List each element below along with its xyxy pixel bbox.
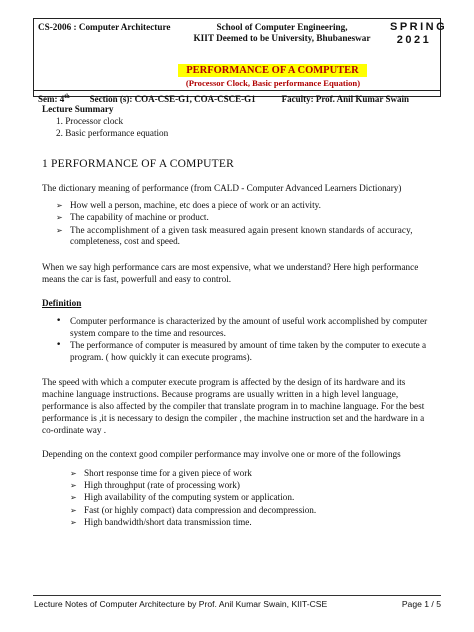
para1-line2: means the car is fast, powerfull and easy to control. [42,274,232,284]
para2-line3: performance is also affected by the compiler that translate program in to machine language. For the best [42,401,425,411]
para2-line4: performance is ,it is necessary to design the compiler , the machine instruction set and the hardware in a [42,413,425,423]
list-item-2: High throughput (rate of processing work) [84,480,240,490]
section-heading: 1 PERFORMANCE OF A COMPUTER [42,158,234,170]
footer-left: Lecture Notes of Computer Architecture by Prof. Anil Kumar Swain, KIIT-CSE [34,599,328,609]
arrow-bullet-icon: ➢ [70,481,77,490]
sections: Section (s): COA-CSE-G1, COA-CSCE-G1 [89,94,256,104]
school-line-1: School of Computer Engineering, [216,22,348,32]
list-item-3: High availability of the computing system or application. [84,492,295,502]
definition-item-1: Computer performance is characterized by the amount of useful work accomplished by computer [70,316,428,326]
para2-line5: co-ordinate way . [42,425,107,435]
header-divider [34,90,440,91]
arrow-bullet-icon: ➢ [70,469,77,478]
para1-line1: When we say high performance cars are most expensive, what we understand? Here high performance [42,262,419,272]
semester: Sem: 4th [38,94,70,104]
summary-item-1: 1. Processor clock [56,116,124,126]
arrow-bullet-icon: ➢ [56,213,63,222]
arrow-bullet-icon: ➢ [56,226,63,235]
meaning-bullet-1: How well a person, machine, etc does a piece of work or an activity. [70,200,321,210]
para3: Depending on the context good compiler performance may involve one or more of the followings [42,449,401,459]
meaning-bullet-3-cont: completeness, cost and speed. [70,236,180,246]
footer-divider [33,595,441,596]
arrow-bullet-icon: ➢ [70,506,77,515]
bullet-dot-icon: • [56,316,62,326]
list-item-1: Short response time for a given piece of work [84,468,252,478]
intro-text: The dictionary meaning of performance (from CALD - Computer Advanced Learners Dictionary) [42,183,402,193]
meaning-bullet-2: The capability of machine or product. [70,212,209,222]
course-code: CS-2006 : Computer Architecture [38,22,171,32]
arrow-bullet-icon: ➢ [70,493,77,502]
para2-line1: The speed with which a computer execute program is affected by the design of its hardware and its [42,377,406,387]
meaning-bullet-3: The accomplishment of a given task measured again present known standards of accuracy, [70,225,413,235]
document-title: PERFORMANCE OF A COMPUTER [186,65,359,76]
summary-heading: Lecture Summary [42,104,114,114]
document-subtitle: (Processor Clock, Basic performance Equation) [185,78,361,88]
para2-line2: machine language instructions. Because programs are usually written in a high level language, [42,389,399,399]
term-label [390,21,448,47]
arrow-bullet-icon: ➢ [70,518,77,527]
definition-item-2: The performance of computer is measured by amount of time taken by the computer to execute a [70,340,427,350]
header-box [33,18,448,104]
bullet-dot-icon: • [56,340,62,350]
page-number: Page 1 / 5 [401,599,441,609]
definition-item-1-cont: system compare to the time and resources. [70,328,226,338]
term-season: SPRING [390,21,448,33]
summary-item-2: 2. Basic performance equation [56,128,169,138]
term-year: 2021 [396,34,432,46]
school-name [174,22,390,44]
school-line-2: KIIT Deemed to be University, Bhubaneswar [193,33,371,43]
list-item-5: High bandwidth/short data transmission time. [84,517,252,527]
definition-heading: Definition [42,298,82,308]
arrow-bullet-icon: ➢ [56,201,63,210]
definition-item-2-cont: program. ( how quickly it can execute programs). [70,352,252,362]
list-item-4: Fast (or highly compact) data compression and decompression. [84,505,317,515]
faculty: Faculty: Prof. Anil Kumar Swain [281,94,410,104]
